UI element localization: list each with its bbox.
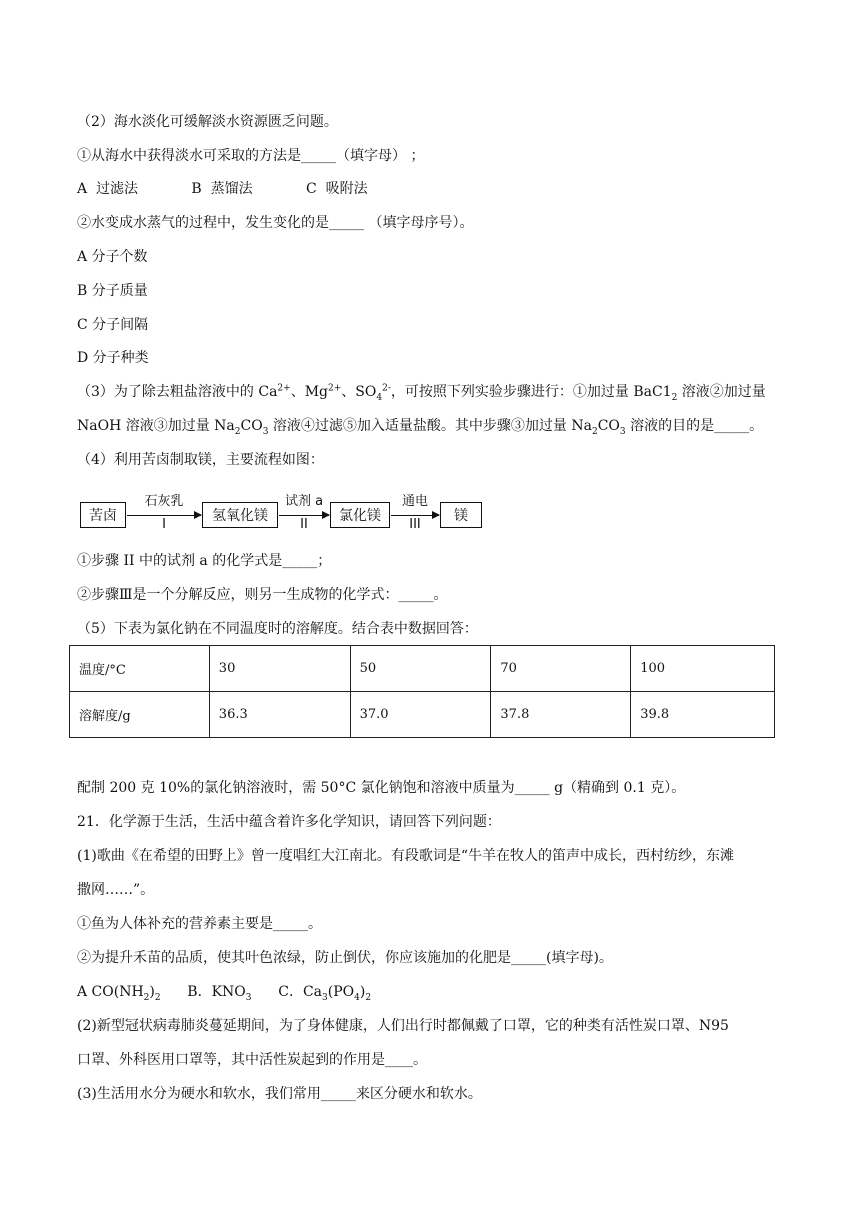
q2-option-d: D 分子种类 <box>77 350 149 366</box>
flow-arrow-3-top: 通电 <box>401 494 428 509</box>
table-cell: 39.8 <box>631 692 775 738</box>
q21-p1-sub1: ①鱼为人体补充的营养素主要是_____。 <box>77 916 322 932</box>
table-cell: 100 <box>631 646 775 692</box>
table-cell: 温度/°C <box>70 646 210 692</box>
q3-line2: NaOH 溶液③加过量 $Na_2CO_3$ 溶液④过滤⑤加入适量盐酸。其中步骤③加过量 $Na_2CO_3$ 溶液的目的是_____。 <box>77 418 764 437</box>
q21-p2-line1: (2)新型冠状病毒肺炎蔓延期间，为了身体健康，人们出行时都佩戴了口罩，它的种类有活性炭口罩、N95 <box>77 1018 729 1034</box>
table-cell: 溶解度/g <box>70 692 210 738</box>
flow-arrow-2-top: 试剂 a <box>284 494 324 509</box>
q21-p2-line2: 口罩、外科医用口罩等，其中活性炭起到的作用是____。 <box>77 1052 427 1068</box>
q5-after: 配制 200 克 10%的氯化钠溶液时，需 50°C 氯化钠饱和溶液中质量为_____ g（精确到 0.1 克）。 <box>77 780 686 796</box>
q4-sub1: ①步骤 II 中的试剂 a 的化学式是_____； <box>77 553 332 569</box>
flow-box-mgoh2: 氢氧化镁 <box>202 502 278 528</box>
flow-arrow-1-bottom: I <box>162 517 166 532</box>
q3-line1: （3）为了除去粗盐溶液中的 $Ca^{2+}$、$Mg^{2+}$、$SO_4^{2-}$，可按照下列实验步骤进行：①加过量 $BaC1_2$ 溶液②加过量 <box>77 383 766 403</box>
flow-arrow-3-bottom: III <box>409 517 421 532</box>
q2-sub1: ①从海水中获得淡水可采取的方法是_____（填字母） ； <box>77 148 425 164</box>
q2-sub1-options: A 过滤法 B 蒸馏法 C 吸附法 <box>77 181 368 197</box>
q4-title: （4）利用苦卤制取镁，主要流程如图： <box>77 452 324 468</box>
q21-p1-line2: 撒网……”。 <box>77 882 155 898</box>
table-cell: 37.0 <box>350 692 491 738</box>
flow-arrow-1-top: 石灰乳 <box>144 494 184 509</box>
solubility-table <box>69 645 775 738</box>
flow-box-mgcl2: 氯化镁 <box>330 502 390 528</box>
q2-option-a: A 分子个数 <box>77 249 148 265</box>
q21-p1-sub2: ②为提升禾苗的品质，使其叶色浓绿，防止倒伏，你应该施加的化肥是_____(填字母)。 <box>77 950 613 966</box>
flow-arrow-3 <box>391 515 439 516</box>
table-cell: 36.3 <box>209 692 350 738</box>
flow-box-mg: 镁 <box>440 502 482 528</box>
q21-p1-options: A $CO(NH_2)_2$ B．$KNO_3$ C．$Ca_3(PO_4)_2$ <box>77 984 372 1003</box>
flow-arrow-2-bottom: II <box>300 517 308 532</box>
table-row <box>70 692 775 738</box>
table-cell: 37.8 <box>491 692 631 738</box>
flow-box-kulu: 苦卤 <box>80 502 126 528</box>
flow-arrow-1 <box>127 515 201 516</box>
q2-option-b: B 分子质量 <box>77 283 148 299</box>
flow-arrow-2 <box>279 515 329 516</box>
q4-sub2: ②步骤Ⅲ是一个分解反应，则另一生成物的化学式：_____。 <box>77 587 448 603</box>
q2-sub2: ②水变成水蒸气的过程中，发生变化的是_____ （填字母序号）。 <box>77 215 474 231</box>
table-row <box>70 646 775 692</box>
q21-p1-line1: (1)歌曲《在希望的田野上》曾一度唱红大江南北。有段歌词是“牛羊在牧人的笛声中成长，西村纺纱，东滩 <box>77 848 734 864</box>
table-cell: 30 <box>209 646 350 692</box>
flow-diagram <box>80 490 490 536</box>
q5-title: （5）下表为氯化钠在不同温度时的溶解度。结合表中数据回答： <box>77 621 478 637</box>
table-cell: 50 <box>350 646 491 692</box>
table-cell: 70 <box>491 646 631 692</box>
q21-title: 21．化学源于生活，生活中蕴含着许多化学知识，请回答下列问题： <box>77 814 501 830</box>
q2-title: （2）海水淡化可缓解淡水资源匮乏问题。 <box>77 114 338 130</box>
q2-option-c: C 分子间隔 <box>77 317 149 333</box>
q21-p3: (3)生活用水分为硬水和软水，我们常用_____来区分硬水和软水。 <box>77 1086 482 1102</box>
